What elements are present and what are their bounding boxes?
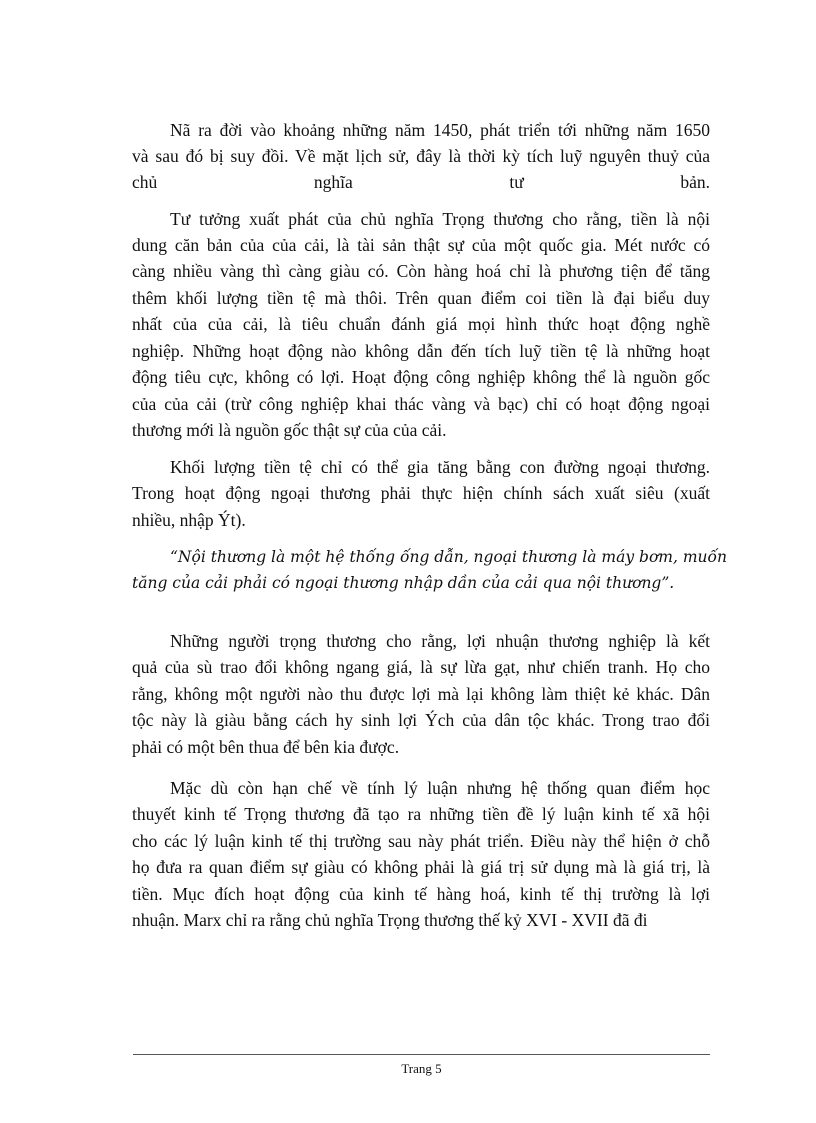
paragraph-6-line-4: họ đưa ra quan điểm sự giàu có không phải là giá trị sử dụng mà là giá trị, là (132, 857, 710, 877)
paragraph-6-line-3: cho các lý luận kinh tế thị trường sau này phát triển. Điều này thể hiện ở chỗ (132, 831, 710, 851)
paragraph-5-line-3: rằng, không một người nào thu được lợi mà lại không làm thiệt kẻ khác. Dân (132, 684, 710, 704)
paragraph-1-line-3: chủ nghĩa tư bản. (132, 172, 710, 192)
paragraph-3-line-3: nhiều, nhập Ýt). (132, 510, 246, 530)
paragraph-5-line-5: phải có một bên thua để bên kia được. (132, 737, 400, 757)
paragraph-3-line-1: Khối lượng tiền tệ chỉ có thể gia tăng bằng con đường ngoại thương. (170, 457, 710, 477)
footer-divider (133, 1054, 710, 1055)
paragraph-6-line-1: Mặc dù còn hạn chế về tính lý luận nhưng hệ thống quan điểm học (170, 778, 710, 798)
paragraph-6-line-5: tiền. Mục đích hoạt động của kinh tế hàng hoá, kinh tế thị trường là lợi (132, 884, 710, 904)
quote-line-2: tăng của cải phải có ngoại thương nhập dần của cải qua nội thương”. (132, 574, 675, 592)
paragraph-2-line-5: nhất của của cải, là tiêu chuẩn đánh giá mọi hình thức hoạt động nghề (132, 314, 710, 334)
paragraph-2-line-3: càng nhiều vàng thì càng giàu có. Còn hàng hoá chỉ là phương tiện để tăng (132, 261, 710, 281)
paragraph-2-line-7: động tiêu cực, không có lợi. Hoạt động công nghiệp không thể là nguồn gốc (132, 367, 710, 387)
paragraph-5-line-2: quả của sù trao đổi không ngang giá, là sự lừa gạt, như chiến tranh. Họ cho (132, 657, 710, 677)
paragraph-6-line-6: nhuận. Marx chỉ ra rằng chủ nghĩa Trọng thương thế kỷ XVI - XVII đã đi (132, 910, 648, 930)
paragraph-5-line-1: Những người trọng thương cho rằng, lợi nhuận thương nghiệp là kết (170, 631, 710, 651)
paragraph-5-line-4: tộc này là giàu bằng cách hy sinh lợi Ých của dân tộc khác. Trong trao đổi (132, 710, 710, 730)
paragraph-2-line-2: dung căn bản của của cải, là tài sản thật sự của một quốc gia. Mét nước có (132, 235, 710, 255)
paragraph-6-line-2: thuyết kinh tế Trọng thương đã tạo ra những tiền đề lý luận kinh tế xã hội (132, 804, 710, 824)
paragraph-2-line-9: thương mới là nguồn gốc thật sự của của cải. (132, 420, 447, 440)
quote-line-1: “Nội thương là một hệ thống ống dẫn, ngoại thương là máy bơm, muốn (170, 548, 727, 566)
page-number: Trang 5 (401, 1061, 442, 1076)
paragraph-1-line-1: Nã ra đời vào khoảng những năm 1450, phát triển tới những năm 1650 (170, 120, 710, 140)
paragraph-2-line-1: Tư tưởng xuất phát của chủ nghĩa Trọng thương cho rằng, tiền là nội (170, 209, 710, 229)
paragraph-2-line-4: thêm khối lượng tiền tệ mà thôi. Trên quan điểm coi tiền là đại biểu duy (132, 288, 710, 308)
paragraph-3-line-2: Trong hoạt động ngoại thương phải thực hiện chính sách xuất siêu (xuất (132, 483, 710, 503)
paragraph-2-line-6: nghiệp. Những hoạt động nào không dẫn đến tích luỹ tiền tệ là những hoạt (132, 341, 710, 361)
paragraph-2-line-8: của của cải (trừ công nghiệp khai thác vàng và bạc) chỉ có hoạt động ngoại (132, 394, 710, 414)
paragraph-1-line-2: và sau đó bị suy đồi. Về mặt lịch sử, đây là thời kỳ tích luỹ nguyên thuỷ của (132, 146, 710, 166)
